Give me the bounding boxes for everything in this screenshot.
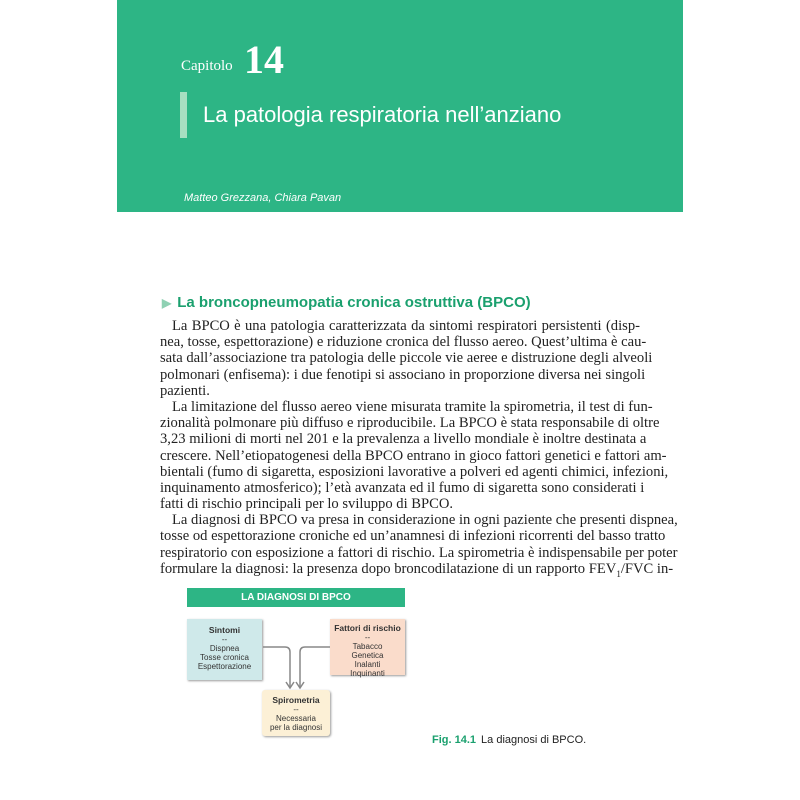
triangle-bullet-icon: ▶ [162,296,172,310]
figure-caption [432,734,586,746]
text-fragment: formulare la diagnosi: la presenza dopo broncodilatazione di un rapporto FEV [160,560,617,577]
arrow-icon [300,647,330,687]
text-line: crescere. Nell’etiopatogenesi della BPCO entrano in gioco fattori genetici e fattori am- [160,447,667,464]
box-item: Genetica [351,651,384,660]
box-item: Tosse cronica [200,653,249,662]
subscript: 1 [616,568,621,579]
text-line: zionalità polmonare più diffuso e riproducibile. La BPCO è stata responsabile di oltre [160,415,660,432]
figure-title: LA DIAGNOSI DI BPCO [187,588,405,607]
text-line: tosse od espettorazione croniche ed un’anamnesi di infezioni ricorrenti del basso tratto [160,528,666,545]
text-line: La limitazione del flusso aereo viene misurata tramite la spirometria, il test di fun- [172,398,653,415]
box-item: Necessaria [275,714,316,723]
text-line: fatti di rischio principali per lo sviluppo di BPCO. [160,496,454,513]
caption-label: Fig. 14.1 [432,734,477,746]
box-heading: Spirometria [272,695,320,705]
box-item: Espettorazione [197,662,252,671]
box-item: Dispnea [209,644,240,653]
box-item: Inquinanti [350,669,385,678]
chapter-title: La patologia respiratoria nell’anziano [203,102,562,127]
box-item: Tabacco [352,642,383,651]
box-item: per la diagnosi [269,723,323,732]
text-line: La diagnosi di BPCO va presa in considerazione in ogni paziente che presenti dispnea, [172,512,678,529]
text-line: La BPCO è una patologia caratterizzata da sintomi respiratori persistenti (disp- [172,318,640,334]
chapter-number: 14 [244,37,284,82]
text-line: pazienti. [160,382,210,399]
caption-text: La diagnosi di BPCO. [481,734,587,746]
text-fragment: /FVC in- [620,560,674,577]
text-line: sata dall’associazione tra patologia delle piccole vie aeree e distruzione degli alveoli [160,350,653,367]
chapter-label: Capitolo [181,58,233,74]
box-separator: -- [293,705,299,714]
box-heading: Sintomi [208,625,241,635]
section-heading-text: La broncopneumopatia cronica ostruttiva (BPCO) [177,294,531,311]
box-heading: Fattori di rischio [334,623,401,633]
arrow-icon [263,647,290,687]
box-item: Inalanti [354,660,381,669]
text-line: nea, tosse, espettorazione) e riduzione cronica del flusso aereo. Quest’ultima è cau- [160,334,647,351]
text-line: bientali (fumo di sigaretta, esposizioni lavorative a polveri ed agenti chimici, infezioni, [160,463,669,480]
text-line: respiratorio con esposizione a fattori di rischio. La spirometria è indispensabile per poter [160,544,678,561]
text-line: inquinamento atmosferico); l’età avanzata ed il fumo di sigaretta sono considerati i [160,479,645,496]
box-separator: -- [221,635,228,644]
box-separator: -- [364,633,371,642]
text-line: polmonari (enfisema): i due fenotipi si associano in proporzione diversa nei singoli [160,366,646,383]
authors: Matteo Grezzana, Chiara Pavan [184,192,342,204]
text-line: 3,23 milioni di morti nel 201 e la prevalenza a livello mondiale è inoltre destinata a [160,431,647,448]
